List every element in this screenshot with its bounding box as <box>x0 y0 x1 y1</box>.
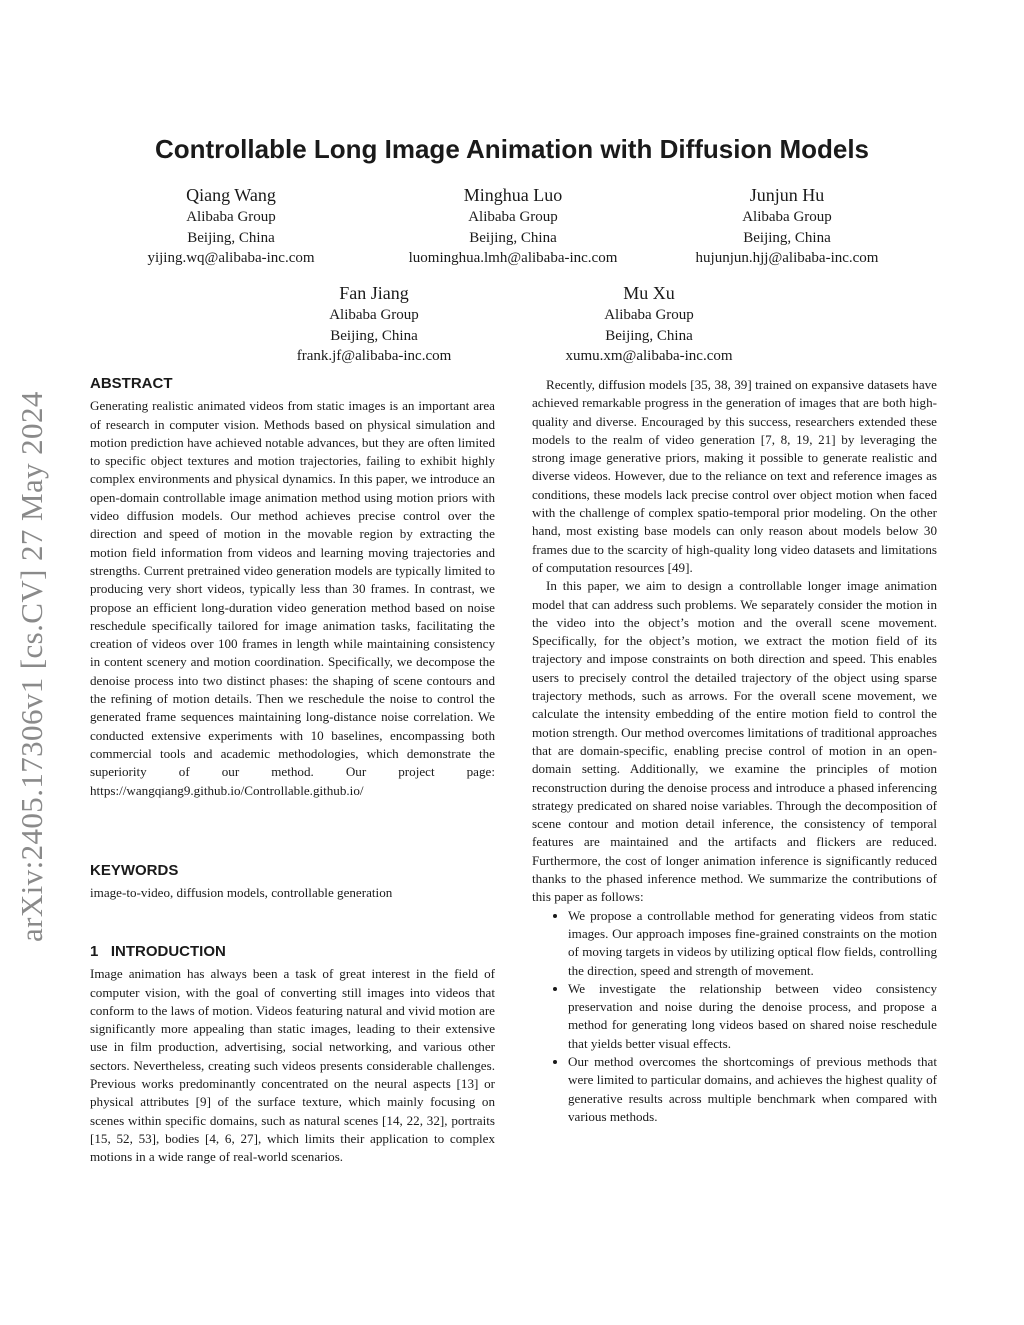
author-email[interactable]: luominghua.lmh@alibaba-inc.com <box>408 250 618 266</box>
author-name: Minghua Luo <box>463 185 563 205</box>
contributions-list <box>532 907 937 1127</box>
abstract-text: Generating realistic animated videos from static images is an important area of research in computer vision. Methods based on physical simulation and motion prediction have achieved notable advances, but they are often limited to specific object textures and motion trajectories, failing to exhibit highly complex environments and physical dynamics. In this paper, we introduce an open-domain controllable image animation method using motion priors with video diffusion models. Our method achieves precise control over the direction and speed of motion in the movable region by extracting the motion field information from videos and learning moving trajectories and strengths. Current pretrained video generation models are typically limited to producing very short videos, typically less than 30 frames. In contrast, we propose an efficient long-duration video generation method based on noise reschedule specifically tailored for image animation tasks, facilitating the creation of videos over 100 frames in length while maintaining consistency in content scenery and motion coordination. Specifically, we decompose the denoise process into two distinct phases: the shaping of scene contours and the refining of motion details. Then we reschedule the noise to control the generated frame sequences maintaining long-distance noise correlation. We conducted extensive experiments with 10 baselines, encompassing both commercial tools and academic methodologies, which demonstrate the superiority of our method. Our project page: https://wangqiang9.github.io/Controllable.github.io/ <box>90 398 495 798</box>
introduction-heading: 1 INTRODUCTION <box>90 943 226 960</box>
author-name: Qiang Wang <box>186 185 276 205</box>
keywords-text: image-to-video, diffusion models, controllable generation <box>90 885 393 901</box>
author-affiliation: Alibaba Group <box>329 307 419 323</box>
author-email[interactable]: hujunjun.hjj@alibaba-inc.com <box>695 250 879 266</box>
author-affiliation: Alibaba Group <box>604 307 694 323</box>
author-name: Fan Jiang <box>339 283 409 303</box>
author-name: Junjun Hu <box>749 185 825 205</box>
left-column <box>90 375 495 800</box>
author-block <box>224 281 524 367</box>
author-location: Beijing, China <box>743 229 831 246</box>
keywords-heading: KEYWORDS <box>90 862 179 879</box>
author-affiliation: Alibaba Group <box>186 209 276 225</box>
author-block <box>637 183 937 269</box>
right-column <box>532 376 937 1126</box>
contribution-item: • We propose a controllable method for generating videos from static images. Our approach imposes fine-grained constraints on the motion of moving targets in videos by utilizing optical flow fields, controlling the direction, speed and strength of movement. <box>568 907 937 980</box>
author-name: Mu Xu <box>623 283 675 303</box>
introduction-paragraph: In this paper, we aim to design a controllable longer image animation model that can address such problems. We separately consider the motion in the video into the object’s motion and the overall scene movement. Specifically, for the object’s motion, we extract the motion field of its trajectory and impose constraints on both direction and speed. This enables users to precisely control the detailed trajectory of the object using sparse trajectory methods, such as arrows. For the overall scene movement, we calculate the intensity embedding of the entire motion field to control the motion strength. Our method overcomes limitations of traditional approaches that are domain-specific, enabling precise control of motion in an open-domain setting. Additionally, we examine the principles of motion reconstruction during the denoise process and introduce a phased inferencing strategy predicated on shared noise variables. Through the decomposition of scene contour and motion detail inference, the consistency of temporal features are maintained and the artifacts and flickers are reduced. Furthermore, the cost of longer animation inference is significantly reduced thanks to the phased inference method. We summarize the contributions of this paper as follows: <box>532 578 937 905</box>
introduction-paragraph: Recently, diffusion models [35, 38, 39] trained on expansive datasets have achieved remarkable progress in the generation of images that are both high-quality and diverse. Encouraged by this success, researchers extended these models to the realm of video generation [7, 8, 19, 21] by leveraging the strong image generative priors, making it possible to generate realistic and diverse videos. However, due to the reliance on text and reference images as conditions, these models lack precise control over object motion when faced with the challenge of complex spatio-temporal prior modeling. On the other hand, most existing base models can only reason about models below 30 frames due to the scarcity of high-quality long video datasets and limitations of computation resources [49]. <box>532 377 937 575</box>
keywords-section <box>90 862 495 903</box>
author-email[interactable]: frank.jf@alibaba-inc.com <box>296 348 452 364</box>
author-block <box>499 281 799 367</box>
author-affiliation: Alibaba Group <box>468 209 558 225</box>
author-block <box>81 183 381 269</box>
contribution-item: • Our method overcomes the shortcomings of previous methods that were limited to particular domains, and achieves the highest quality of generative results across multiple benchmark when compared with various methods. <box>568 1053 937 1126</box>
paper-title: Controllable Long Image Animation with Diffusion Models <box>154 134 870 164</box>
author-location: Beijing, China <box>605 327 693 344</box>
arxiv-identifier: arXiv:2405.17306v1 [cs.CV] 27 May 2024 <box>14 391 49 942</box>
author-affiliation: Alibaba Group <box>742 209 832 225</box>
contribution-item: • We investigate the relationship between video consistency preservation and noise during the denoise process, and propose a method for generating long videos based on shared noise reschedule that yields better visual effects. <box>568 980 937 1053</box>
author-email[interactable]: yijing.wq@alibaba-inc.com <box>147 250 315 266</box>
author-location: Beijing, China <box>469 229 557 246</box>
introduction-section <box>90 943 495 1167</box>
introduction-paragraph: Image animation has always been a task of great interest in the field of computer vision, with the goal of converting still images into videos that conform to the laws of motion. Videos featuring natural and vivid motion are significantly more appealing than static images, leading to their extensive use in film production, advertising, social networking, and various other sectors. Nevertheless, creating such videos presents considerable challenges. Previous works predominantly concentrated on the neural aspects [13] or physical attributes [9] of the surface texture, which mainly focusing on scenes within specific domains, such as natural scenes [14, 22, 32], portraits [15, 52, 53], bodies [4, 6, 27], which limits their application to complex motions in a wide range of real-world scenarios. <box>90 966 495 1165</box>
author-location: Beijing, China <box>187 229 275 246</box>
author-location: Beijing, China <box>330 327 418 344</box>
author-email[interactable]: xumu.xm@alibaba-inc.com <box>565 348 733 364</box>
author-block <box>363 183 663 269</box>
abstract-heading: ABSTRACT <box>90 375 173 392</box>
